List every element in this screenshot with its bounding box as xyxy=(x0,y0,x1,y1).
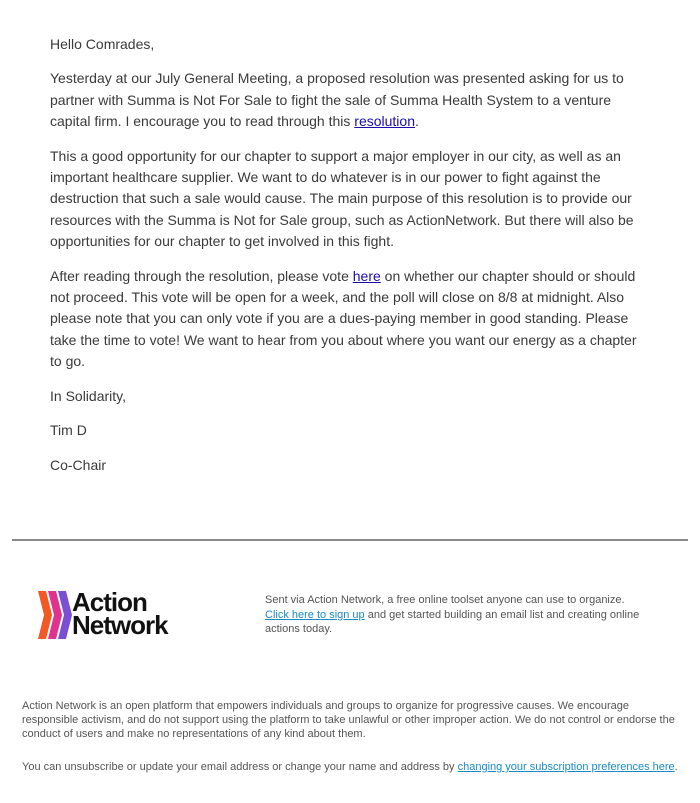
logo-line-network: Network xyxy=(72,610,168,640)
email-body xyxy=(50,34,650,489)
vote-here-link[interactable]: here xyxy=(352,267,381,284)
paragraph-resolution-text: Yesterday at our July General Meeting, a proposed resolution was presented asking for us to partner with Summa is Not For Sale to fight the sale of Summa Health System to a venture capital firm. I encourage you to read through this xyxy=(50,70,624,130)
unsubscribe-before: You can unsubscribe or update your email address or change your name and address by xyxy=(22,761,458,773)
paragraph-vote-after: on whether our chapter should or should not proceed. This vote will be open for a week, and the poll will close on 8/8 at midnight. Also please note that you can only vote if you are a dues-paying member in good standing. Please take the time to vote! We want to hear from you about where you want our energy as a chapter to go. xyxy=(50,267,637,370)
sent-via-note xyxy=(265,593,645,637)
closing: In Solidarity, xyxy=(50,387,126,404)
action-network-logo[interactable] xyxy=(38,587,198,641)
paragraph-vote-before: After reading through the resolution, please vote xyxy=(50,267,353,284)
unsubscribe-after: . xyxy=(674,761,678,773)
resolution-link[interactable]: resolution xyxy=(354,113,415,130)
paragraph-opportunity: This a good opportunity for our chapter to support a major employer in our city, as well as an important healthcare supplier. We want to do whatever is in our power to fight against the destruction that such a sale would cause. The main purpose of this resolution is to provide our resources with the Summa is Not for Sale group, such as ActionNetwork. But there will also be opportunities for our chapter to get involved in this fight. xyxy=(50,147,634,250)
chevron-logo-icon xyxy=(38,591,72,639)
greeting: Hello Comrades, xyxy=(50,36,155,52)
signup-link[interactable]: Click here to sign up xyxy=(265,608,365,621)
subscription-preferences-link[interactable]: changing your subscription preferences here xyxy=(457,761,675,773)
signer-name: Tim D xyxy=(50,422,87,439)
paragraph-vote xyxy=(50,266,650,373)
paragraph-resolution xyxy=(50,68,650,132)
disclaimer: Action Network is an open platform that empowers individuals and groups to organize for progressive causes. We encourage responsible activism, and do not support using the platform to take unlawful or other improper action. We do not control or endorse the conduct of users and make no representations of any kind about them. xyxy=(22,700,675,741)
logo-wordmark xyxy=(72,587,168,640)
paragraph-resolution-end: . xyxy=(414,113,419,130)
sent-via-text: Sent via Action Network, a free online toolset anyone can use to organize. xyxy=(265,594,625,606)
logo-line-action: Action xyxy=(72,587,147,617)
unsubscribe-note xyxy=(22,760,686,774)
signup-after-text: and get started building an email list and creating online actions today. xyxy=(265,608,640,635)
footer-divider xyxy=(12,539,688,541)
signer-title: Co-Chair xyxy=(50,456,107,473)
